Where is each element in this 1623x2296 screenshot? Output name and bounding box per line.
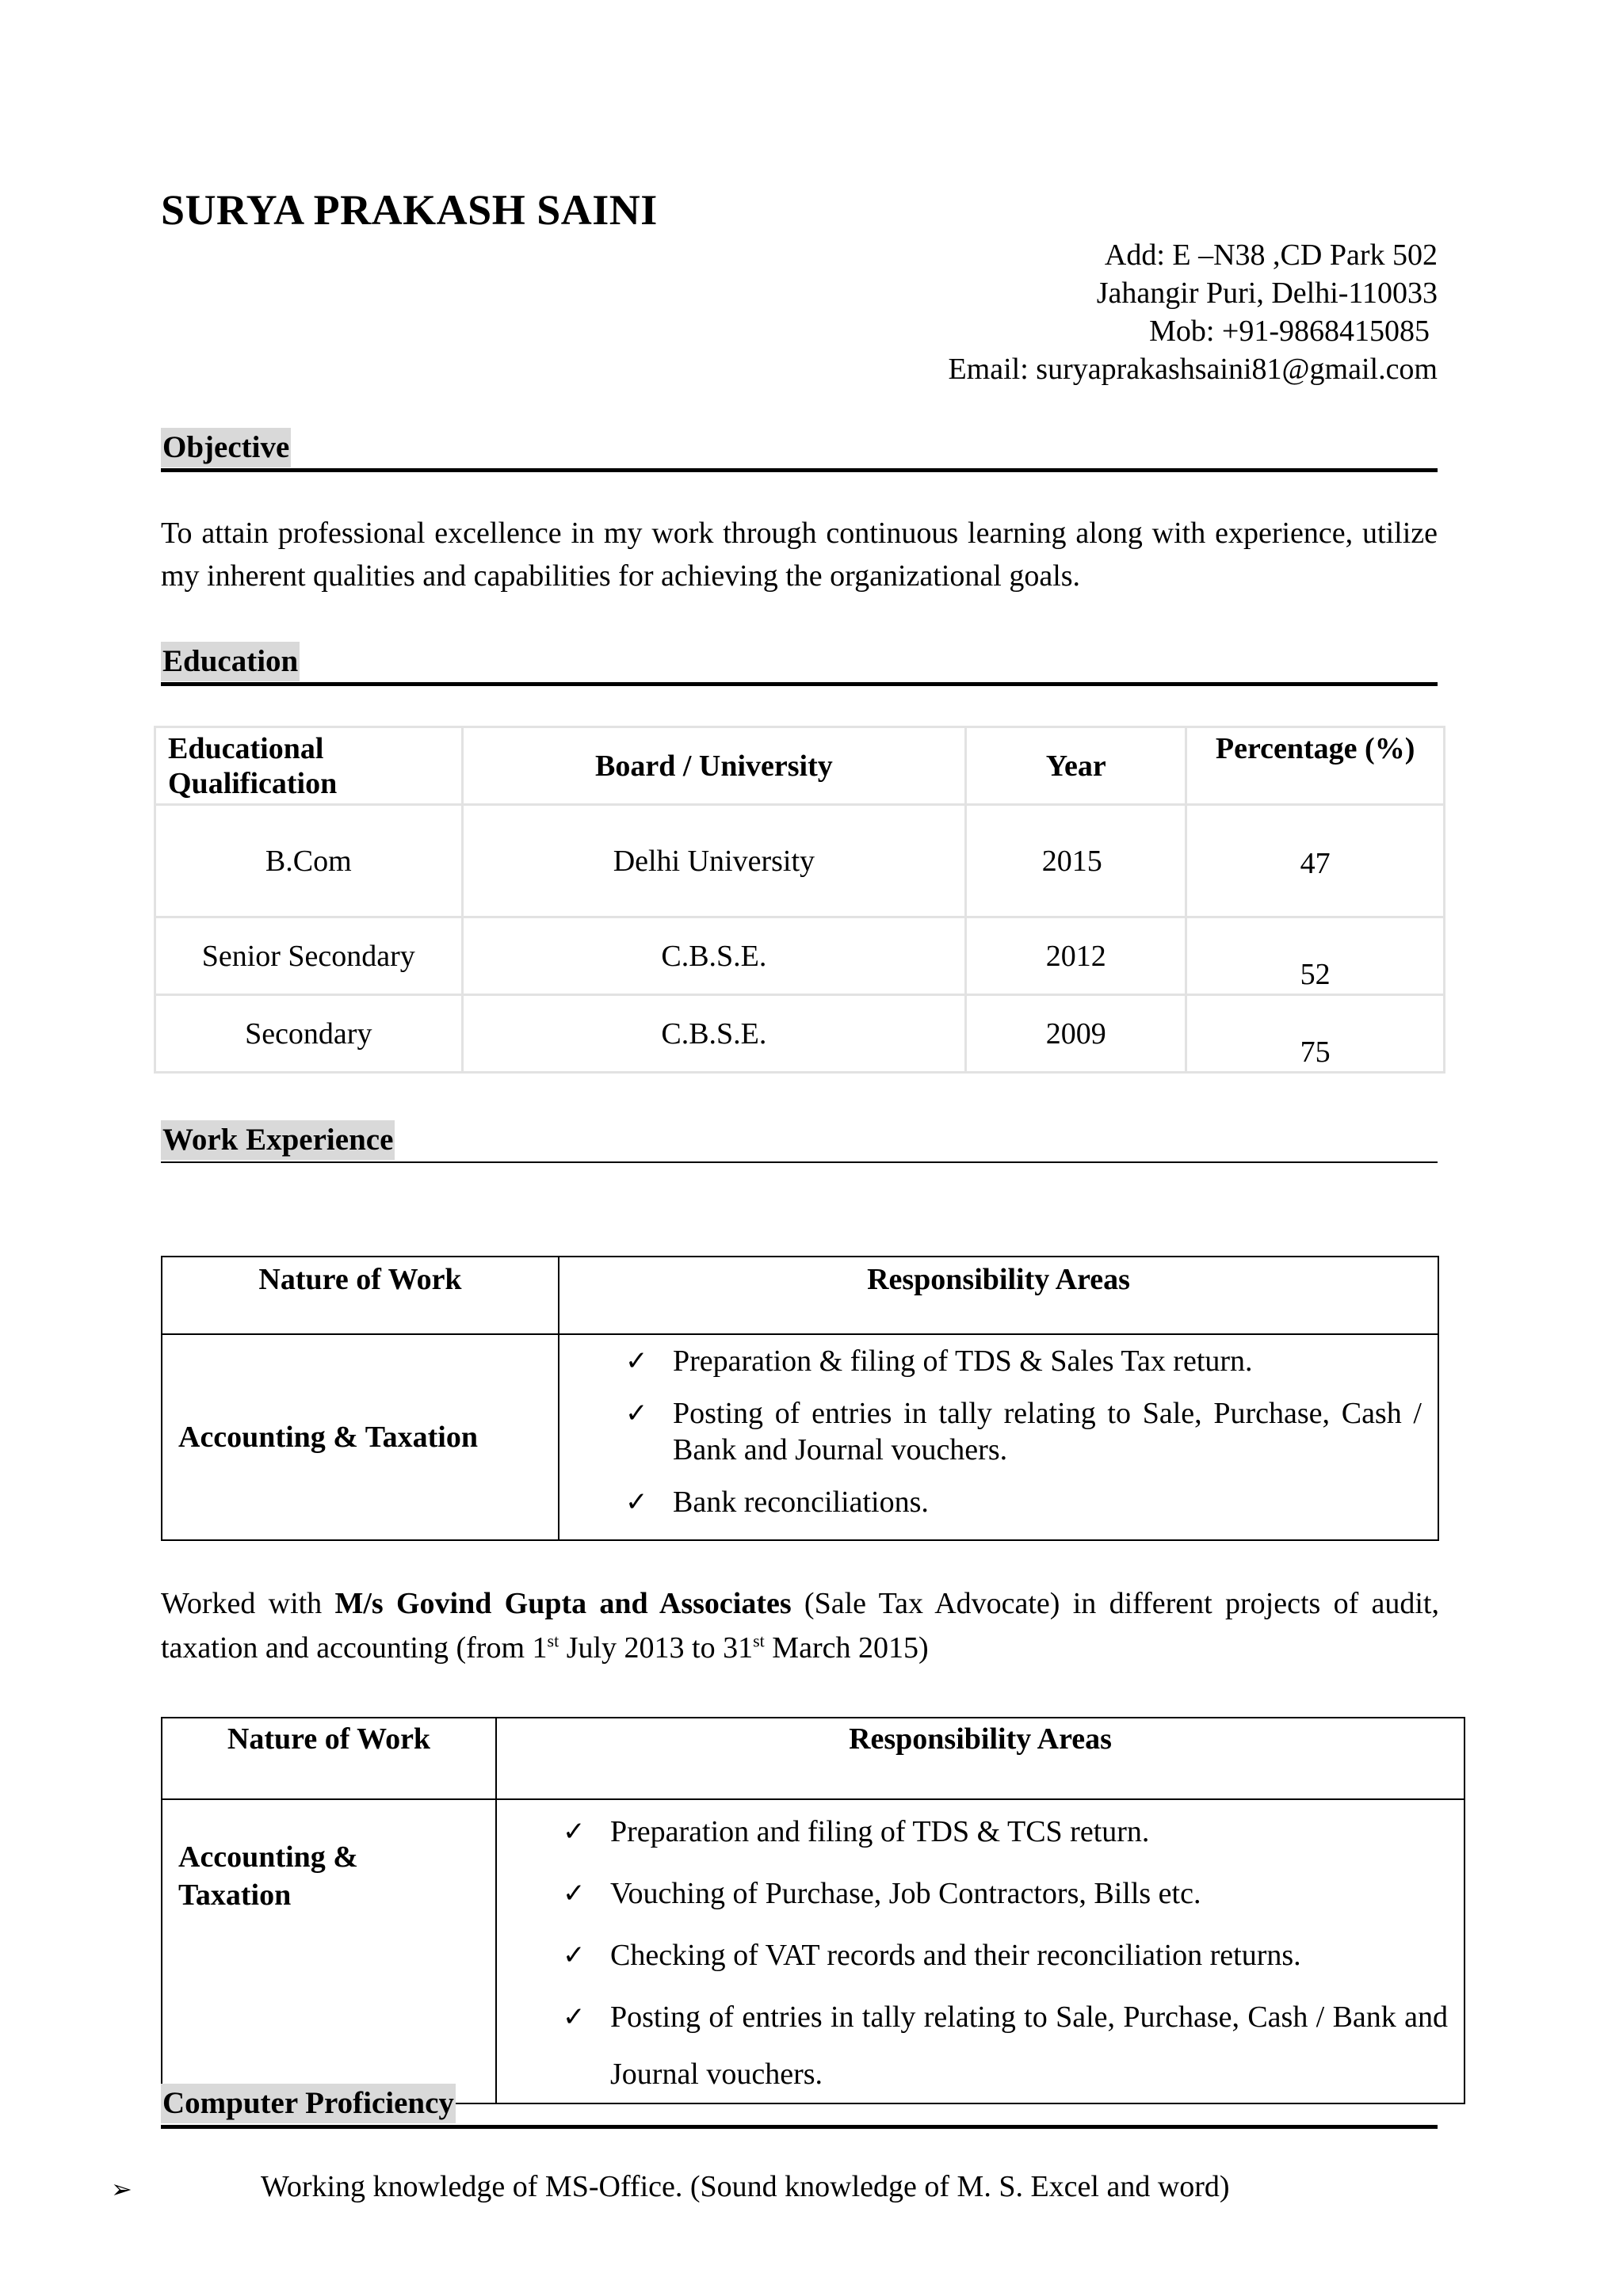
computer-proficiency-divider bbox=[161, 2125, 1438, 2129]
education-divider bbox=[161, 682, 1438, 686]
cell-qualification: Senior Secondary bbox=[155, 917, 463, 995]
list-item: ✓ Posting of entries in tally relating to Sale, Purchase, Cash / Bank and Journal vouchers. bbox=[610, 1989, 1448, 2103]
table-row bbox=[155, 805, 1445, 917]
check-icon: ✓ bbox=[625, 1486, 648, 1518]
check-icon: ✓ bbox=[625, 1345, 648, 1377]
objective-divider bbox=[161, 468, 1438, 472]
arrow-bullet-icon: ➢ bbox=[111, 2174, 132, 2204]
list-item: ✓ Posting of entries in tally relating to Sale, Purchase, Cash / Bank and Journal vouchers. bbox=[625, 1397, 1422, 1466]
contact-block bbox=[724, 236, 1438, 388]
header-responsibility-areas: Responsibility Areas bbox=[559, 1257, 1438, 1334]
header-responsibility-areas: Responsibility Areas bbox=[496, 1718, 1465, 1799]
check-icon: ✓ bbox=[563, 1816, 586, 1848]
header-qualification: Educational Qualification bbox=[155, 727, 463, 805]
work-experience-heading: Work Experience bbox=[161, 1120, 395, 1160]
list-item: ✓ Preparation and filing of TDS & TCS return. bbox=[610, 1803, 1448, 1860]
education-heading: Education bbox=[161, 642, 300, 681]
education-header-row bbox=[155, 727, 1445, 805]
address-line-1: Add: E –N38 ,CD Park 502 bbox=[1104, 238, 1438, 272]
computer-proficiency-heading: Computer Proficiency bbox=[161, 2084, 456, 2123]
cell-qualification: Secondary bbox=[155, 995, 463, 1073]
cell-percentage: 75 bbox=[1186, 995, 1445, 1073]
check-icon: ✓ bbox=[625, 1398, 648, 1429]
list-item: ✓ Bank reconciliations. bbox=[625, 1486, 929, 1519]
cell-percentage: 47 bbox=[1186, 805, 1445, 917]
candidate-name: SURYA PRAKASH SAINI bbox=[161, 186, 658, 234]
header-board: Board / University bbox=[462, 727, 966, 805]
computer-skill-text: Working knowledge of MS-Office. (Sound knowledge of M. S. Excel and word) bbox=[261, 2170, 1230, 2203]
list-item: ✓ Checking of VAT records and their reconciliation returns. bbox=[610, 1927, 1448, 1984]
check-icon: ✓ bbox=[563, 1878, 586, 1909]
email-address: Email: suryaprakashsaini81@gmail.com bbox=[948, 353, 1438, 386]
table-row bbox=[162, 1334, 1438, 1540]
address-line-2: Jahangir Puri, Delhi-110033 bbox=[1096, 277, 1438, 310]
employer-paragraph: Worked with M/s Govind Gupta and Associates (Sale Tax Advocate) in different projects of audit, taxation and accounting (from 1st July 2013 to 31st March 2015) bbox=[161, 1587, 1439, 1665]
responsibility-list bbox=[563, 1803, 1448, 2103]
cell-board: Delhi University bbox=[462, 805, 966, 917]
responsibility-cell bbox=[559, 1334, 1438, 1540]
responsibility-list bbox=[625, 1343, 1422, 1520]
cell-qualification: B.Com bbox=[155, 805, 463, 917]
cell-board: C.B.S.E. bbox=[462, 917, 966, 995]
employer-company: M/s Govind Gupta and Associates bbox=[334, 1587, 792, 1620]
work-table-1 bbox=[161, 1256, 1439, 1541]
education-table bbox=[154, 726, 1445, 1074]
cell-year: 2015 bbox=[966, 805, 1186, 917]
list-item: ✓ Preparation & filing of TDS & Sales Tax return. bbox=[625, 1344, 1253, 1378]
cell-year: 2009 bbox=[966, 995, 1186, 1073]
table-row bbox=[155, 917, 1445, 995]
objective-text: To attain professional excellence in my work through continuous learning along with experience, utilize my inherent qualities and capabilities for achieving the organizational goals. bbox=[161, 517, 1438, 593]
nature-of-work-cell: Accounting & Taxation bbox=[162, 1799, 496, 2103]
header-nature-of-work: Nature of Work bbox=[162, 1718, 496, 1799]
work-table-header-row bbox=[162, 1718, 1465, 1799]
mobile-number: Mob: +91-9868415085 bbox=[1149, 315, 1430, 348]
header-nature-of-work: Nature of Work bbox=[162, 1257, 559, 1334]
table-row bbox=[155, 995, 1445, 1073]
header-percentage: Percentage (%) bbox=[1186, 727, 1445, 805]
table-row bbox=[162, 1799, 1465, 2103]
cell-year: 2012 bbox=[966, 917, 1186, 995]
header-year: Year bbox=[966, 727, 1186, 805]
work-table-2 bbox=[161, 1717, 1465, 2104]
work-experience-divider bbox=[161, 1161, 1438, 1163]
check-icon: ✓ bbox=[563, 2001, 586, 2033]
check-icon: ✓ bbox=[563, 1939, 586, 1971]
work-table-header-row bbox=[162, 1257, 1438, 1334]
list-item: ✓ Vouching of Purchase, Job Contractors, Bills etc. bbox=[610, 1865, 1448, 1922]
cell-board: C.B.S.E. bbox=[462, 995, 966, 1073]
responsibility-cell bbox=[496, 1799, 1465, 2103]
nature-of-work-cell: Accounting & Taxation bbox=[162, 1334, 559, 1540]
objective-heading: Objective bbox=[161, 428, 291, 467]
cell-percentage: 52 bbox=[1186, 917, 1445, 995]
